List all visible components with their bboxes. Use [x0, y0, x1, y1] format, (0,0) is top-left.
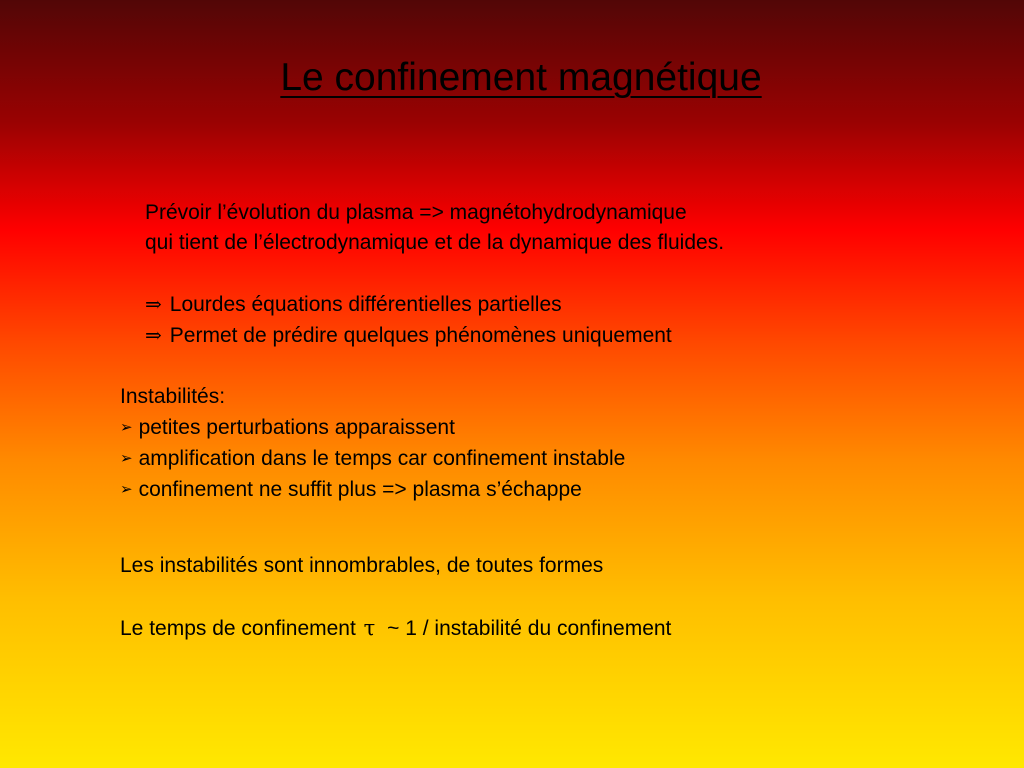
instability-item	[120, 475, 582, 506]
arrowhead-bullet-icon: ➢	[120, 480, 133, 498]
implication-text: Lourdes équations différentielles partielles	[169, 293, 562, 316]
confinement-time-suffix: ~ 1 / instabilité du confinement	[387, 617, 672, 640]
instabilities-heading: Instabilités:	[120, 385, 226, 408]
slide-title-text: Le confinement magnétique	[280, 56, 762, 99]
instability-text: amplification dans le temps car confinement instable	[138, 447, 626, 470]
implication-text: Permet de prédire quelques phénomènes uniquement	[169, 324, 672, 347]
confinement-time-line	[120, 613, 671, 644]
slide-title	[0, 54, 1024, 102]
intro-line-2: qui tient de l’électrodynamique et de la dynamique des fluides.	[145, 231, 725, 254]
tau-symbol: τ	[363, 616, 376, 640]
implies-arrow-icon: ⇒	[145, 323, 162, 347]
instability-item	[120, 444, 625, 475]
confinement-time-prefix: Le temps de confinement	[120, 617, 356, 640]
instability-item	[120, 413, 455, 444]
implication-item	[145, 289, 562, 320]
instability-text: petites perturbations apparaissent	[138, 416, 455, 439]
instabilities-note: Les instabilités sont innombrables, de toutes formes	[120, 554, 604, 577]
instability-text: confinement ne suffit plus => plasma s’échappe	[138, 478, 582, 501]
implies-arrow-icon: ⇒	[145, 292, 162, 316]
arrowhead-bullet-icon: ➢	[120, 449, 133, 467]
arrowhead-bullet-icon: ➢	[120, 418, 133, 436]
implication-item	[145, 320, 672, 351]
intro-line-1: Prévoir l’évolution du plasma => magnétohydrodynamique	[145, 201, 687, 224]
